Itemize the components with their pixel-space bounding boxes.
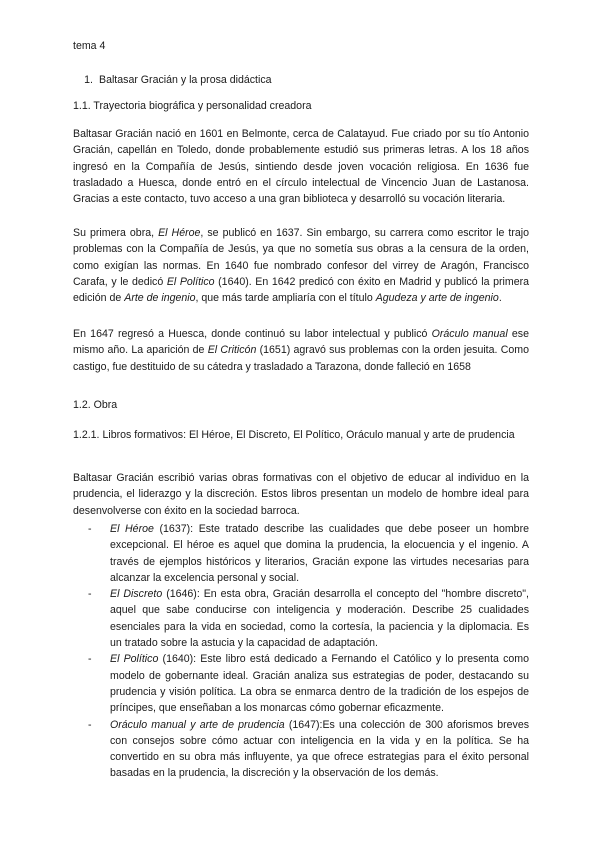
work-title: El Político: [166, 275, 215, 288]
work-title: El Político: [110, 653, 159, 666]
work-title: El Héroe: [110, 523, 154, 535]
section-heading: [73, 72, 529, 88]
list-item: - El Discreto (1646): En esta obra, Gracián desarrolla el concepto del "hombre discreto", aquel que sabe conducirse con inteligencia y moderación. Describe 25 cualidades esenciales para la vida en sociedad, como la cortesía, la paciencia y la diplomacia. Es un tratado sobre la astucia y la capacidad de adaptación.: [88, 588, 530, 650]
bio-paragraph-1: Baltasar Gracián nació en 1601 en Belmonte, cerca de Calatayud. Fue criado por su tío Antonio Gracián, capellán en Toledo, donde probablemente estudió sus primeras letras. A los 18 años ingresó en la Compañía de Jesús, sintiendo desde joven vocación religiosa. En 1636 fue trasladado a Huesca, donde entró en el círculo intelectual de Vincencio Juan de Lastanosa. Gracias a este contacto, tuvo acceso a una gran biblioteca y desarrolló su vocación literaria.: [73, 128, 529, 206]
works-intro-paragraph: Baltasar Gracián escribió varias obras formativas con el objetivo de educar al individuo en la prudencia, el liderazgo y la discreción. Estos libros presentan un modelo de hombre ideal para desenvolverse con éxito en la sociedad barroca.: [73, 472, 529, 517]
work-title: Agudeza y arte de ingenio: [375, 292, 499, 305]
bio-paragraph-3: En 1647 regresó a Huesca, donde continuó su labor intelectual y publicó Oráculo manual ese mismo año. La aparición de El Criticón (1651) agravó sus problemas con la orden jesuita. Como castigo, fue destituido de su cátedra y trasladado a Tarazona, donde falleció en 1658: [73, 328, 529, 373]
bio-paragraph-2: Su primera obra, El Héroe, se publicó en 1637. Sin embargo, su carrera como escritor le trajo problemas con la Compañía de Jesús, ya que no sometía sus obras a la censura de la orden, como exigían las normas. En 1640 fue nombrado confesor del virrey de Aragón, Francisco Carafa, y le dedicó El Político (1640). En 1642 predicó con éxito en Madrid y publicó la primera edición de Arte de ingenio, que más tarde ampliaría con el título Agudeza y arte de ingenio.: [73, 227, 530, 305]
work-title: El Criticón: [207, 344, 257, 357]
work-title: El Héroe: [158, 227, 201, 239]
work-title: Arte de ingenio: [124, 292, 196, 305]
section-title: Baltasar Gracián y la prosa didáctica: [99, 74, 272, 86]
topic-label: tema 4: [73, 40, 106, 52]
section-number: 1.: [84, 74, 93, 86]
work-title: Oráculo manual y arte de prudencia: [110, 718, 285, 731]
work-title: El Discreto: [110, 588, 163, 601]
list-item: - Oráculo manual y arte de prudencia (1647):Es una colección de 300 aforismos breves con consejos sobre cómo actuar con inteligencia en la vida y en la política. Se ha convertido en su obra más influyente, ya que ofrece estrategias para el éxito personal basadas en la prudencia, la discreción y la observación de los demás.: [88, 718, 530, 780]
list-item: - El Héroe (1637): Este tratado describe las cualidades que debe poseer un hombre excepcional. El héroe es aquel que domina la prudencia, la elocuencia y el ingenio. A través de ejemplos históricos y literarios, Gracián expone las virtudes necesarias para alcanzar la excelencia personal y social.: [88, 523, 529, 584]
work-title: Oráculo manual: [431, 328, 508, 340]
subsection-heading-1-1: 1.1. Trayectoria biográfica y personalidad creadora: [73, 100, 312, 112]
works-list: [73, 521, 529, 782]
list-item: - El Político (1640): Este libro está dedicado a Fernando el Católico y lo presenta como modelo de gobernante ideal. Gracián analiza sus estrategias de poder, destacando su prudencia y visión política. La obra se enmarca dentro de la tradición de los espejos de príncipes, que enseñaban a los monarcas cómo gobernar eficazmente.: [88, 653, 529, 715]
subsection-heading-1-2: 1.2. Obra: [73, 399, 118, 411]
subsection-heading-1-2-1: 1.2.1. Libros formativos: El Héroe, El Discreto, El Político, Oráculo manual y arte de prudencia: [73, 429, 515, 441]
